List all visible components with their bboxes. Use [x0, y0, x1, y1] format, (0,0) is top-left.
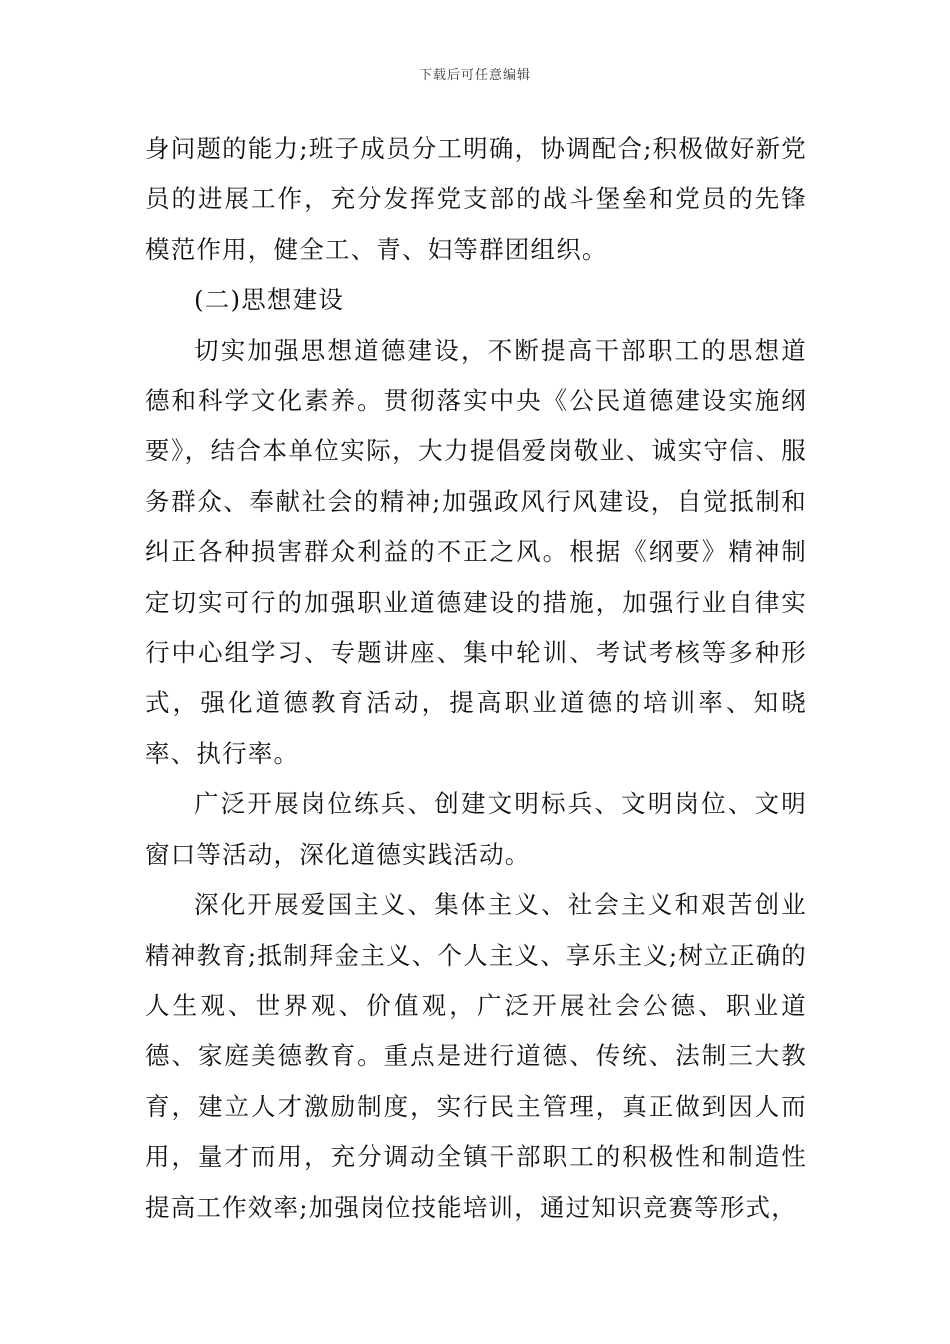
paragraph-3: 广泛开展岗位练兵、创建文明标兵、文明岗位、文明窗口等活动，深化道德实践活动。: [145, 789, 807, 869]
paragraph-2: 切实加强思想道德建设，不断提高干部职工的思想道德和科学文化素养。贯彻落实中央《公民道德建设实施纲要》，结合本单位实际，大力提倡爱岗敬业、诚实守信、服务群众、奉献社会的精神;加强政风行风建设，自觉抵制和纠正各种损害群众利益的不正之风。根据《纲要》精神制定切实可行的加强职业道德建设的措施，加强行业自律实行中心组学习、专题讲座、集中轮训、考试考核等多种形式，强化道德教育活动，提高职业道德的培训率、知晓率、执行率。: [145, 335, 807, 768]
document-body: [145, 124, 807, 1233]
header-note: 下载后可任意编辑: [418, 68, 531, 83]
section-heading-ideology: (二)思想建设: [194, 285, 345, 315]
paragraph-4: 深化开展爱国主义、集体主义、社会主义和艰苦创业精神教育;抵制拜金主义、个人主义、享乐主义;树立正确的人生观、世界观、价值观，广泛开展社会公德、职业道德、家庭美德教育。重点是进行道德、传统、法制三大教育，建立人才激励制度，实行民主管理，真正做到因人而用，量才而用，充分调动全镇干部职工的积极性和制造性提高工作效率;加强岗位技能培训，通过知识竞赛等形式，: [145, 890, 807, 1222]
paragraph-1: 身问题的能力;班子成员分工明确，协调配合;积极做好新党员的进展工作，充分发挥党支部的战斗堡垒和党员的先锋模范作用，健全工、青、妇等群团组织。: [145, 134, 807, 264]
